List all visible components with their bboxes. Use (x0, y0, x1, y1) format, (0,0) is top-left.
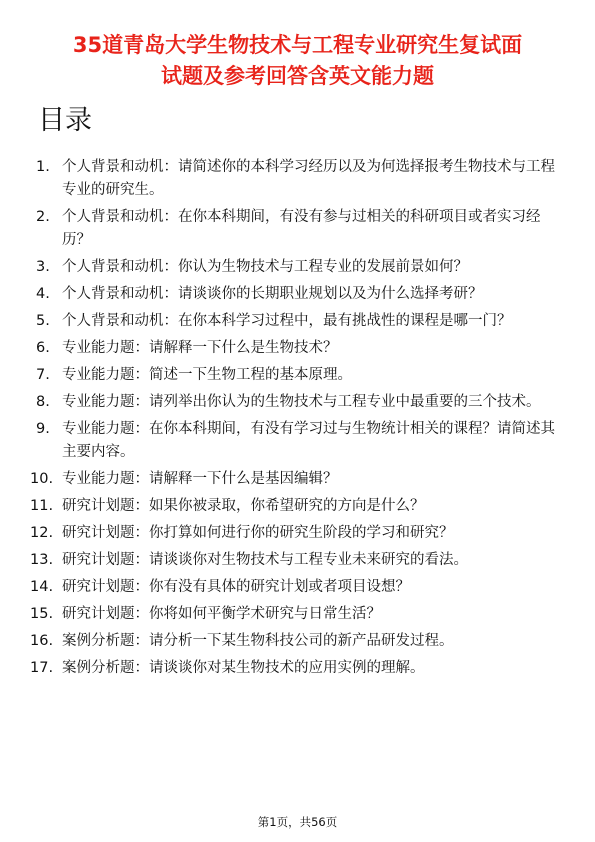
toc-item-number: 14. (30, 579, 54, 595)
toc-heading: 目录 (38, 105, 92, 136)
toc-item-number: 1. (36, 159, 50, 175)
toc-list (30, 156, 566, 684)
toc-item-10[interactable] (30, 468, 566, 491)
toc-item-2[interactable] (36, 206, 566, 252)
toc-item-text: 专业能力题：请解释一下什么是基因编辑？ (62, 471, 338, 487)
toc-item-7[interactable] (36, 364, 566, 387)
toc-item-text: 专业能力题：请解释一下什么是生物技术？ (62, 340, 338, 356)
toc-item-text: 专业能力题：请列举出你认为的生物技术与工程专业中最重要的三个技术。 (62, 394, 541, 410)
toc-item-3[interactable] (36, 256, 566, 279)
toc-item-4[interactable] (36, 283, 566, 306)
toc-item-number: 7. (36, 367, 50, 383)
toc-item-number: 2. (36, 209, 50, 225)
toc-item-text: 个人背景和动机：请谈谈你的长期职业规划以及为什么选择考研？ (62, 286, 483, 302)
toc-item-13[interactable] (30, 549, 566, 572)
toc-item-text: 研究计划题：请谈谈你对生物技术与工程专业未来研究的看法。 (62, 552, 468, 568)
toc-item-number: 4. (36, 286, 50, 302)
toc-item-5[interactable] (36, 310, 566, 333)
toc-item-11[interactable] (30, 495, 566, 518)
page-number: 第1页，共56页 (257, 815, 338, 829)
toc-item-text: 案例分析题：请谈谈你对某生物技术的应用实例的理解。 (62, 660, 425, 676)
toc-item-number: 3. (36, 259, 50, 275)
document-title-line-2: 试题及参考回答含英文能力题 (161, 64, 434, 88)
toc-item-number: 13. (30, 552, 54, 568)
toc-item-16[interactable] (30, 630, 566, 653)
toc-item-number: 5. (36, 313, 50, 329)
toc-item-number: 10. (30, 471, 54, 487)
toc-item-17[interactable] (30, 657, 566, 680)
toc-item-15[interactable] (30, 603, 566, 626)
toc-item-12[interactable] (30, 522, 566, 545)
toc-item-text: 研究计划题：如果你被录取，你希望研究的方向是什么？ (62, 498, 425, 514)
toc-item-text: 个人背景和动机：在你本科期间，有没有参与过相关的科研项目或者实习经历？ (62, 209, 541, 248)
toc-item-text: 专业能力题：在你本科期间，有没有学习过与生物统计相关的课程？请简述其主要内容。 (62, 421, 555, 460)
document-title-line-1: 35道青岛大学生物技术与工程专业研究生复试面 (72, 33, 523, 57)
document-title (30, 30, 565, 92)
toc-item-8[interactable] (36, 391, 566, 414)
toc-item-9[interactable] (36, 418, 566, 464)
toc-item-14[interactable] (30, 576, 566, 599)
toc-item-text: 个人背景和动机：你认为生物技术与工程专业的发展前景如何？ (62, 259, 468, 275)
toc-item-number: 15. (30, 606, 54, 622)
toc-item-text: 案例分析题：请分析一下某生物科技公司的新产品研发过程。 (62, 633, 454, 649)
toc-item-number: 8. (36, 394, 50, 410)
toc-item-text: 研究计划题：你将如何平衡学术研究与日常生活？ (62, 606, 381, 622)
toc-item-number: 12. (30, 525, 54, 541)
toc-item-number: 9. (36, 421, 50, 437)
toc-item-number: 6. (36, 340, 50, 356)
toc-item-text: 个人背景和动机：请简述你的本科学习经历以及为何选择报考生物技术与工程专业的研究生。 (62, 159, 555, 198)
toc-item-text: 个人背景和动机：在你本科学习过程中，最有挑战性的课程是哪一门？ (62, 313, 512, 329)
toc-item-number: 16. (30, 633, 54, 649)
toc-item-1[interactable] (36, 156, 566, 202)
toc-item-text: 研究计划题：你打算如何进行你的研究生阶段的学习和研究？ (62, 525, 454, 541)
toc-item-text: 研究计划题：你有没有具体的研究计划或者项目设想？ (62, 579, 410, 595)
toc-item-number: 17. (30, 660, 54, 676)
toc-item-6[interactable] (36, 337, 566, 360)
toc-item-text: 专业能力题：简述一下生物工程的基本原理。 (62, 367, 352, 383)
toc-item-number: 11. (30, 498, 54, 514)
